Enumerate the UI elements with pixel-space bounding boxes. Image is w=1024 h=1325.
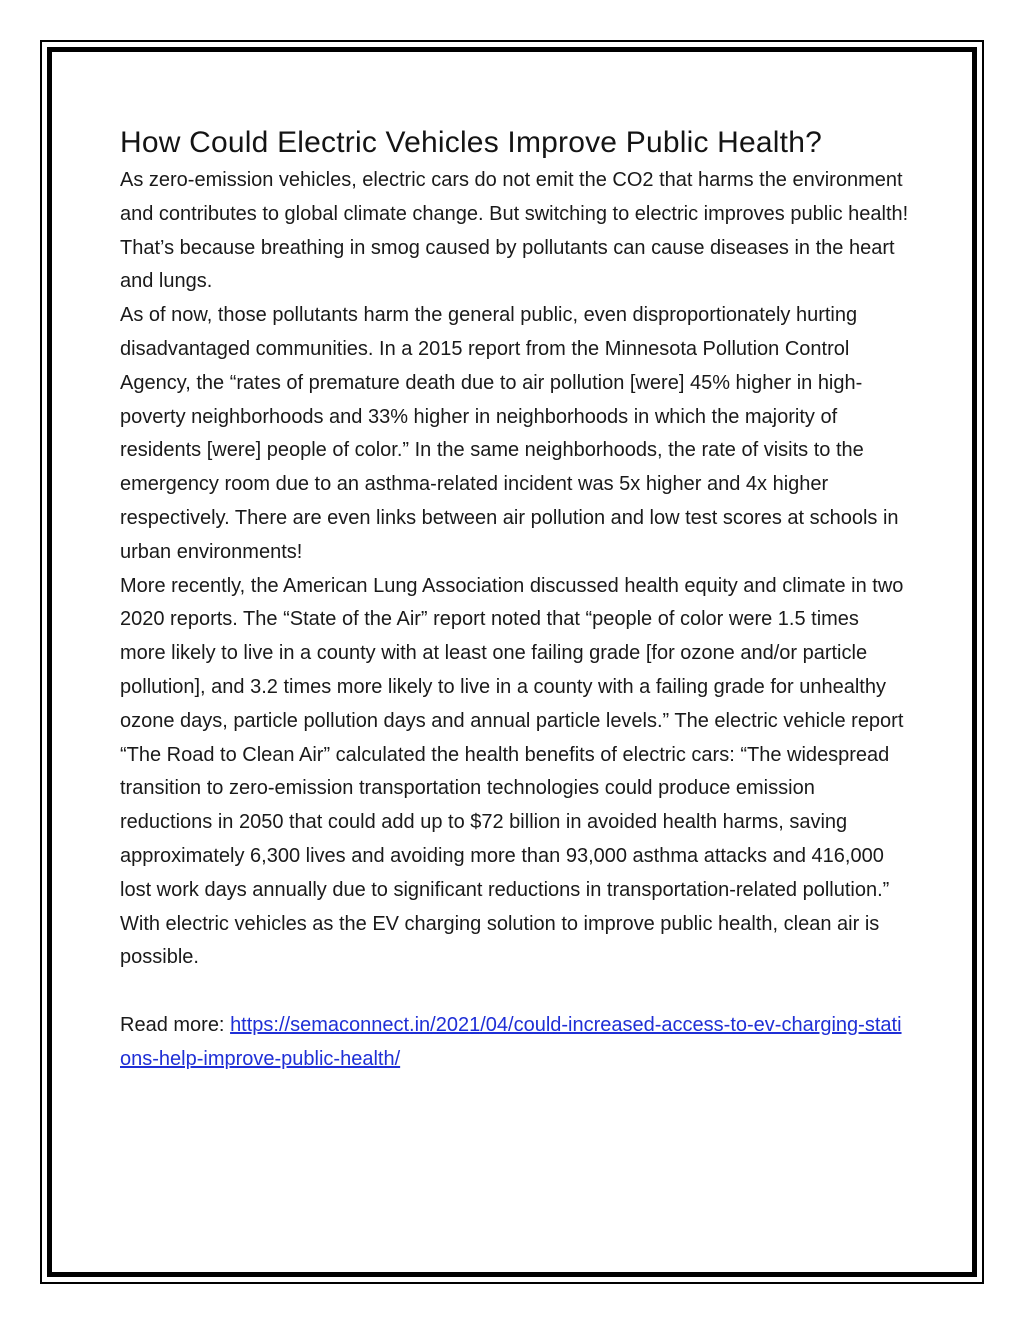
read-more-link[interactable]: https://semaconnect.in/2021/04/could-increased-access-to-ev-charging-stations-help-improve-public-health/ — [120, 1014, 902, 1070]
read-more-line — [120, 1009, 910, 1077]
document-body — [120, 122, 910, 1077]
paragraph-spacer — [120, 975, 910, 1009]
paragraph-disadvantaged-communities: As of now, those pollutants harm the general public, even disproportionately hurting disadvantaged communities. In a 2015 report from the Minnesota Pollution Control Agency, the “rates of premature death due to air pollution [were] 45% higher in high-poverty neighborhoods and 33% higher in neighborhoods in which the majority of residents [were] people of color.” In the same neighborhoods, the rate of visits to the emergency room due to an asthma-related incident was 5x higher and 4x higher respectively. There are even links between air pollution and low test scores at schools in urban environments! — [120, 304, 899, 563]
paragraph-lung-association: More recently, the American Lung Association discussed health equity and climate in two 2020 reports. The “State of the Air” report noted that “people of color were 1.5 times more likely to live in a county with at least one failing grade [for ozone and/or particle pollution], and 3.2 times more likely to live in a county with a failing grade for unhealthy ozone days, particle pollution days and annual particle levels.” The electric vehicle report “The Road to Clean Air” calculated the health benefits of electric cars: “The widespread transition to zero-emission transportation technologies could produce emission reductions in 2050 that could add up to $72 billion in avoided health harms, saving approximately 6,300 lives and avoiding more than 93,000 asthma attacks and 416,000 lost work days annually due to significant reductions in transportation-related pollution.” With electric vehicles as the EV charging solution to improve public health, clean air is possible. — [120, 574, 904, 969]
paragraph-intro: As zero-emission vehicles, electric cars do not emit the CO2 that harms the environment and contributes to global climate change. But switching to electric improves public health! That’s because breathing in smog caused by pollutants can cause diseases in the heart and lungs. — [120, 169, 909, 293]
document-title: How Could Electric Vehicles Improve Public Health? — [120, 126, 822, 159]
read-more-label: Read more: — [120, 1014, 231, 1037]
